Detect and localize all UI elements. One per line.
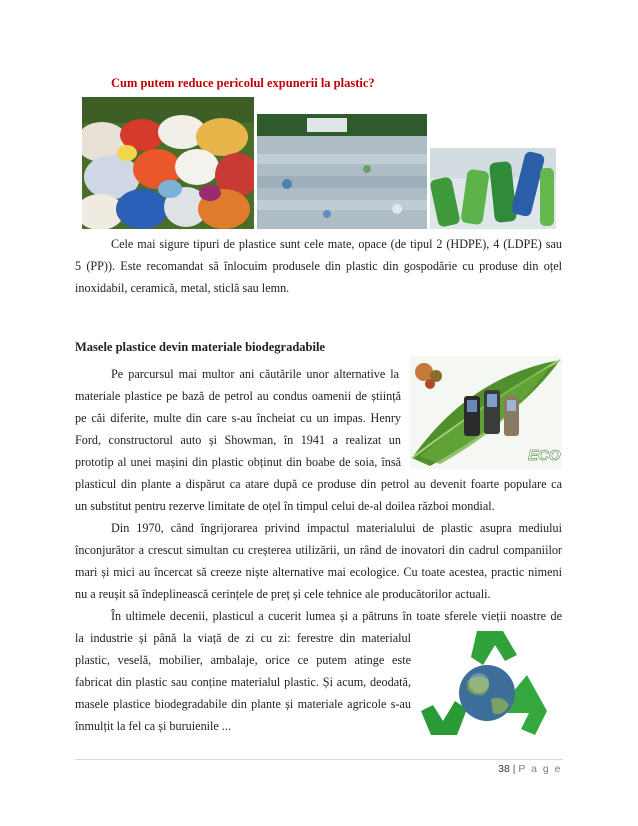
plastic-waste-pile-photo [82, 97, 254, 229]
plastic-bottles-field-photo [257, 114, 427, 229]
paragraph-1970-line4: nu a reușit să îndeplinească cerințele de preț și cele tehnice ale producătorilor actuali. [75, 587, 491, 601]
section-heading-plastic-exposure: Cum putem reduce pericolul expunerii la plastic? [111, 76, 375, 90]
page-footer [498, 763, 562, 775]
paragraph-alternatives-line3: pe căi diferite, multe din care s-au încheiat cu un impas. Henry [75, 411, 401, 425]
green-plastic-bottles-photo [430, 148, 556, 229]
paragraph-1970-line3: mari și mici au încercat să creeze niște alternative mai ecologice. Cu toate acestea, practic nimeni [75, 565, 562, 579]
recycling-globe-image [417, 625, 563, 750]
eco-phones-leaf-image [410, 356, 562, 469]
paragraph-alternatives-line7: un substitut pentru rezerve limitate de oțel în timpul celui de-al doilea război mondial. [75, 499, 495, 513]
paragraph-alternatives-line2: materiale plastice pe bază de petrol au condus oamenii de știință [75, 389, 401, 403]
paragraph-safe-plastics-line3: inoxidabil, ceramică, metal, sticlă sau lemn. [75, 281, 290, 295]
paragraph-recent-decades-line5: masele plastice biodegradabile din plante și materiale agricole s-au [75, 697, 411, 711]
page-number: 38 [498, 763, 510, 775]
paragraph-safe-plastics-line2: 5 (PP)). Este recomandat să înlocuim produsele din plastic din gospodărie cu produse din oțel [75, 259, 562, 273]
paragraph-recent-decades-line6: înmulțit la fel ca și buruienile ... [75, 719, 232, 733]
footer-divider [75, 759, 563, 760]
paragraph-alternatives-line6: plasticul din plante a dispărut ca atare după ce produse din petrol au devenit foarte populare ca [75, 477, 562, 491]
paragraph-1970-line2: înconjurător a crescut simultan cu creșterea utilizării, un rând de inovatori din cadrul companiilor [75, 543, 562, 557]
eco-label: ECO [528, 447, 561, 464]
page-word: P a g e [518, 763, 562, 775]
footer-separator: | [512, 763, 516, 775]
paragraph-recent-decades-line4: fabricat din plastic sau conține materialul plastic. Și acum, deodată, [75, 675, 411, 689]
paragraph-recent-decades-line3: plastic, veselă, mobilier, ambalaje, orice ce putem atinge este [75, 653, 411, 667]
paragraph-safe-plastics-line1: Cele mai sigure tipuri de plastice sunt cele mate, opace (de tipul 2 (HDPE), 4 (LDPE) sau [111, 237, 562, 251]
paragraph-alternatives-line1: Pe parcursul mai multor ani căutările unor alternative la [111, 367, 400, 381]
paragraph-recent-decades-line2: la industrie și până la viață de zi cu zi: ferestre din materialul [75, 631, 411, 645]
paragraph-alternatives-line5: prototip al unei mașini din plastic obținut din boabe de soia, însă [75, 455, 401, 469]
section-heading-biodegradable: Masele plastice devin materiale biodegradabile [75, 340, 325, 354]
paragraph-alternatives-line4: Ford, constructorul auto și Showman, în 1941 a realizat un [75, 433, 401, 447]
paragraph-1970-line1: Din 1970, când îngrijorarea privind impactul materialului de plastic asupra mediului [111, 521, 562, 535]
paragraph-recent-decades-line1: În ultimele decenii, plasticul a cucerit lumea și a pătruns în toate sferele vieții noastre de [111, 609, 562, 623]
